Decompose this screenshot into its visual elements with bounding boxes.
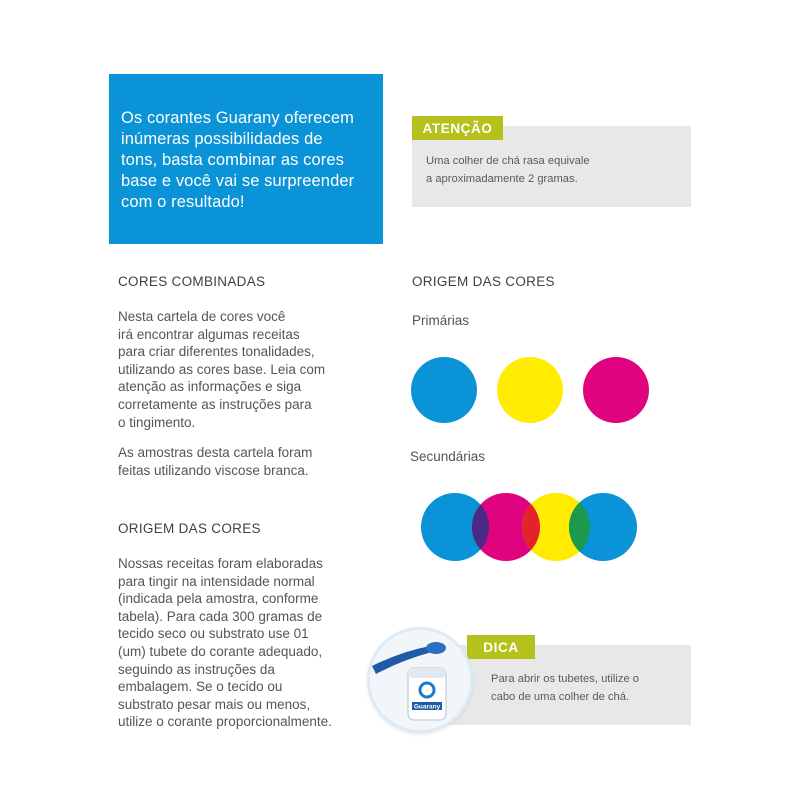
paragraph-line: As amostras desta cartela foram <box>118 445 313 460</box>
origem-left-paragraph <box>118 555 378 731</box>
paragraph-line: seguindo as instruções da <box>118 661 275 677</box>
paragraph-line: feitas utilizando viscose branca. <box>118 462 309 478</box>
paragraph-line: embalagem. Se o tecido ou <box>118 679 283 695</box>
atencao-tag: ATENÇÃO <box>412 116 503 140</box>
origem-right-heading: ORIGEM DAS CORES <box>412 274 555 289</box>
dica-line: cabo de uma colher de chá. <box>491 691 630 703</box>
origem-left-heading: ORIGEM DAS CORES <box>118 521 261 536</box>
paragraph-line: para criar diferentes tonalidades, <box>118 344 315 360</box>
paragraph-line: para tingir na intensidade normal <box>118 573 315 589</box>
paragraph-line: (indicada pela amostra, conforme <box>118 591 319 607</box>
dica-product-photo <box>370 630 470 730</box>
product-label: Guarany <box>413 703 441 711</box>
intro-line: com o resultado! <box>121 193 245 211</box>
atencao-line: Uma colher de chá rasa equivale <box>426 155 590 167</box>
spoon-and-tube-illustration <box>370 630 470 730</box>
paragraph-line: (um) tubete do corante adequado, <box>118 643 323 659</box>
intro-line: tons, basta combinar as cores <box>121 151 345 169</box>
intro-line: Os corantes Guarany oferecem <box>121 109 354 127</box>
intro-box <box>109 74 383 244</box>
paragraph-line: Nossas receitas foram elaboradas <box>118 556 323 571</box>
intro-text <box>121 108 371 213</box>
intro-line: base e você vai se surpreender <box>121 172 355 190</box>
secondary-colors-venn <box>415 488 645 568</box>
secundarias-label: Secundárias <box>410 449 486 464</box>
paragraph-line: atenção as informações e siga <box>118 379 302 395</box>
paragraph-line: substrato pesar mais ou menos, <box>118 696 311 712</box>
dica-text <box>491 670 687 706</box>
paragraph-line: tecido seco ou substrato use 01 <box>118 626 309 642</box>
primarias-label: Primárias <box>412 313 470 328</box>
cores-combinadas-heading: CORES COMBINADAS <box>118 274 266 289</box>
primary-circle-magenta <box>583 357 649 423</box>
paragraph-line: o tingimento. <box>118 414 196 430</box>
dica-line: Para abrir os tubetes, utilize o <box>491 673 639 685</box>
paragraph-line: utilizando as cores base. Leia com <box>118 361 326 377</box>
paragraph-line: Nesta cartela de cores você <box>118 309 286 324</box>
atencao-line: a aproximadamente 2 gramas. <box>426 173 578 185</box>
dica-tag: DICA <box>467 635 535 659</box>
cores-combinadas-paragraph-1 <box>118 308 378 431</box>
cores-combinadas-paragraph-2 <box>118 444 378 479</box>
paragraph-line: irá encontrar algumas receitas <box>118 326 300 342</box>
intro-line: inúmeras possibilidades de <box>121 130 323 148</box>
atencao-text <box>426 152 686 188</box>
primary-circle-cyan <box>411 357 477 423</box>
paragraph-line: tabela). Para cada 300 gramas de <box>118 608 323 624</box>
paragraph-line: corretamente as instruções para <box>118 396 312 412</box>
paragraph-line: utilize o corante proporcionalmente. <box>118 714 332 730</box>
primary-circle-yellow <box>497 357 563 423</box>
